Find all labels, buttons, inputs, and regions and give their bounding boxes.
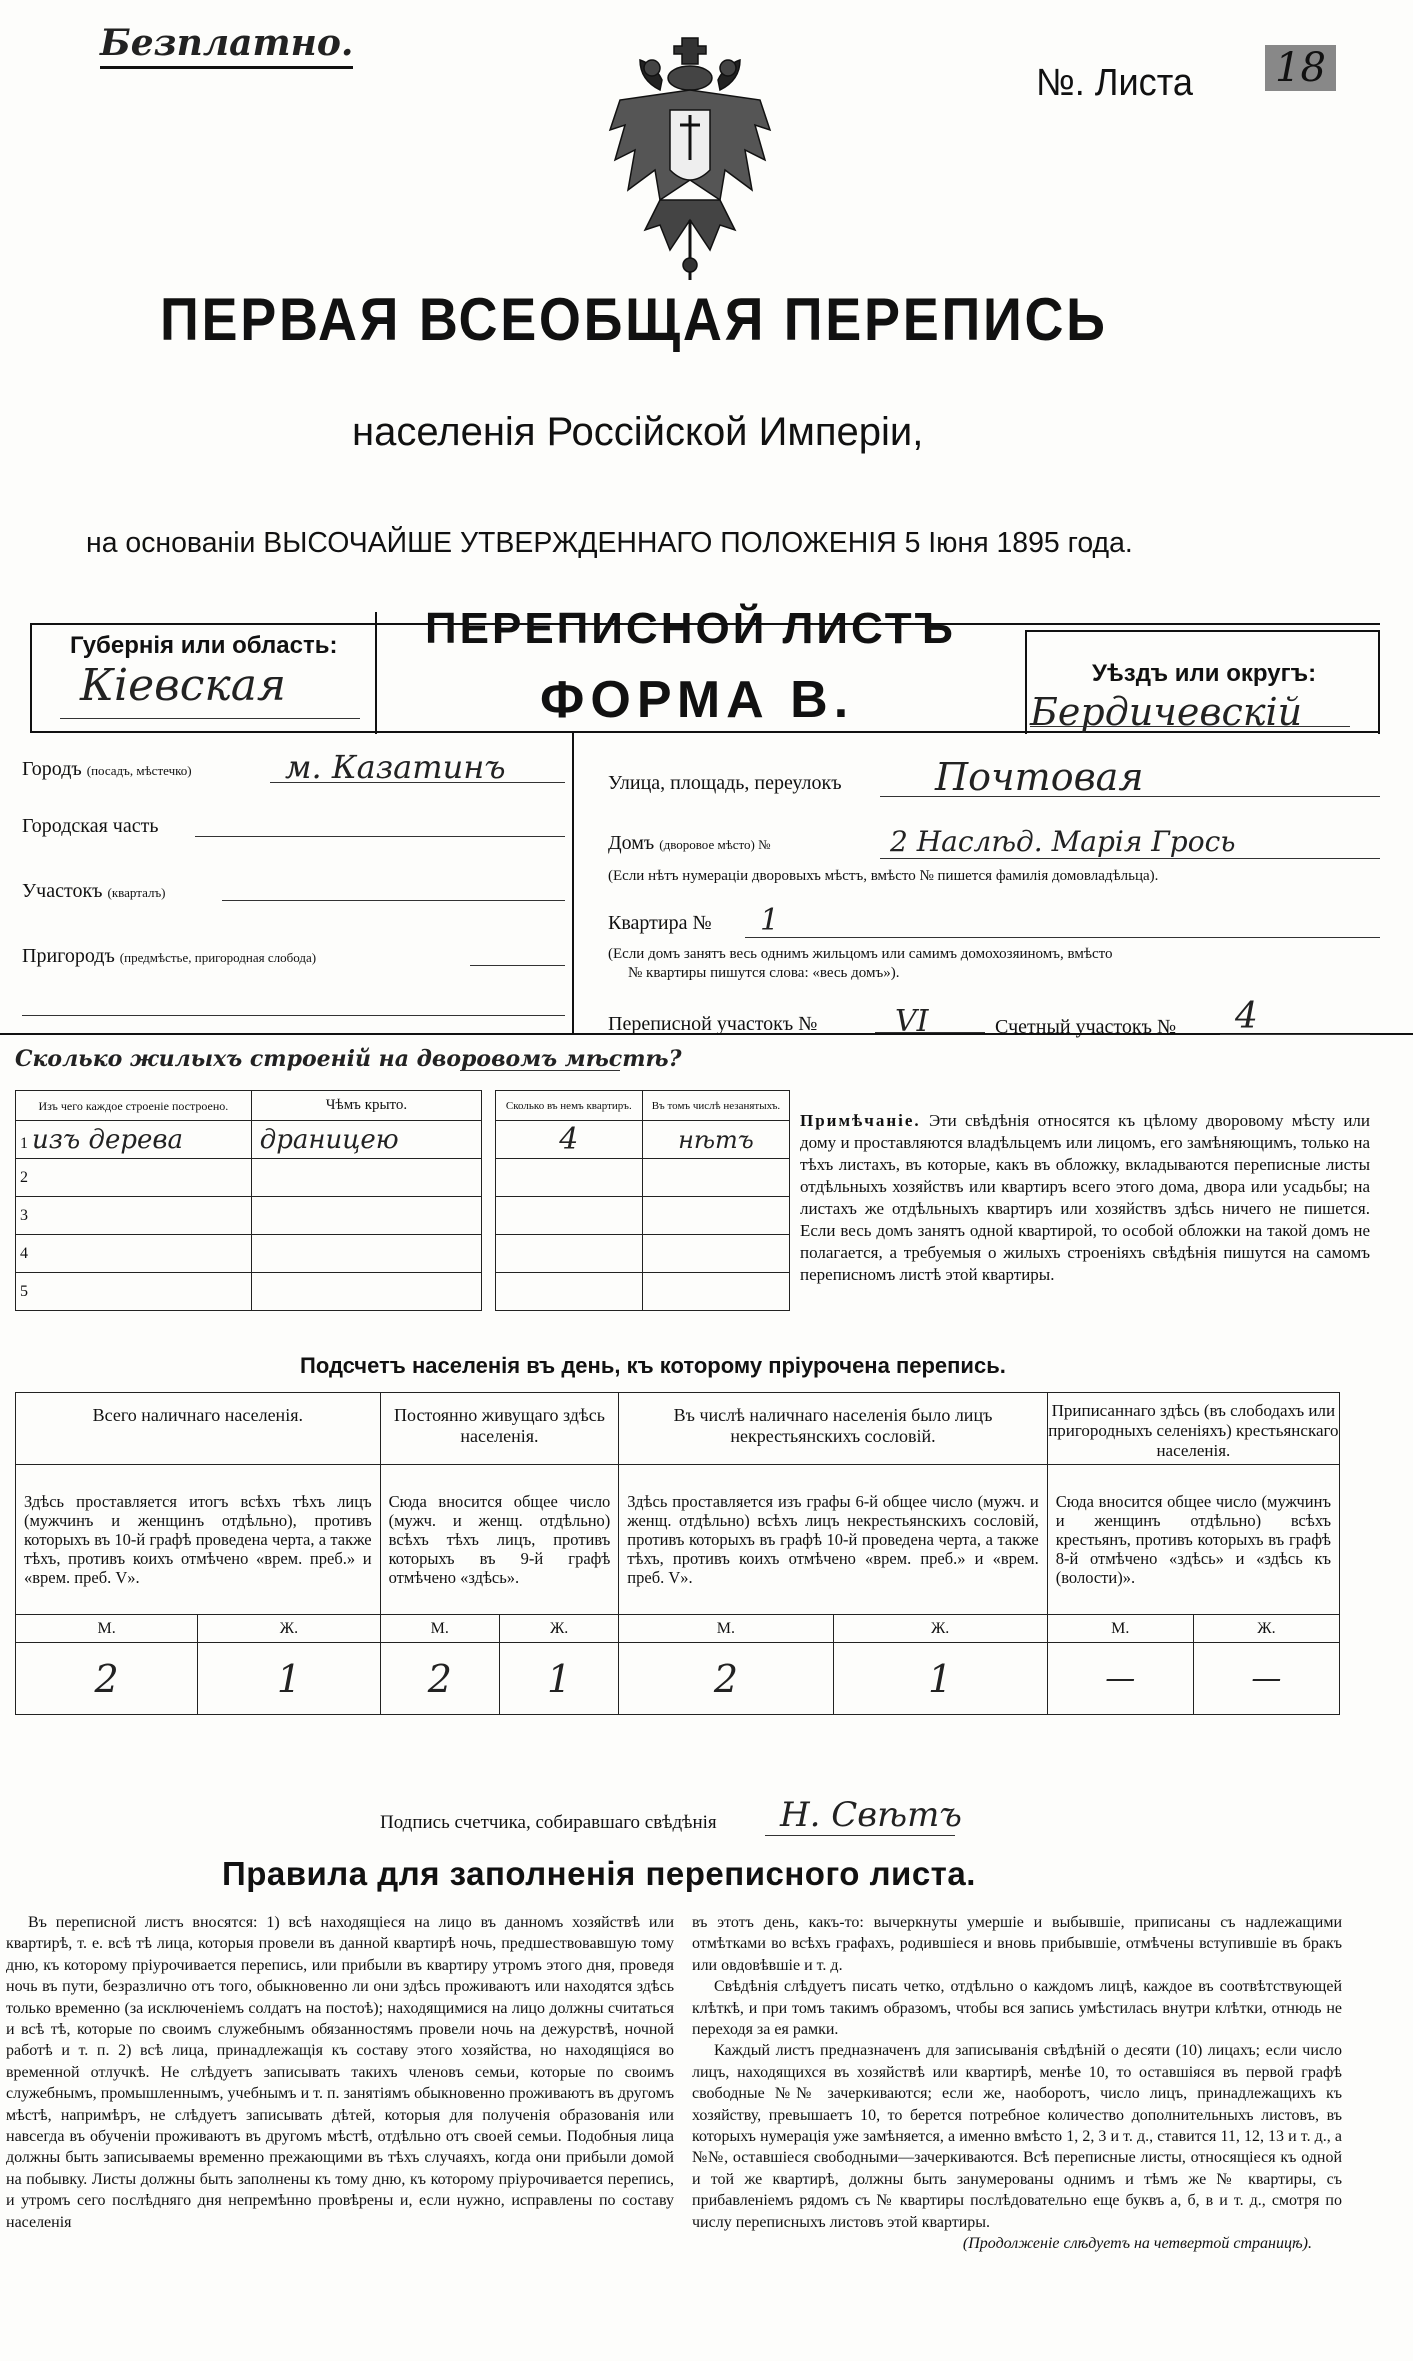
count-table (15, 1392, 1340, 1715)
rules-right-para-1: въ этотъ день, какъ-то: вычеркнуты умершіе и выбывшіе, приписаны съ надлежащими отмѣтками во всѣхъ графахъ, родившіеся и вновь прибывшіе, отмѣчены вступившіе въ бракъ или овдовѣвшіе и т. д. (692, 1914, 1342, 1974)
form-name: ПЕРЕПИСНОЙ ЛИСТЪ (425, 604, 956, 653)
rules-continued: (Продолженіе слѣдуетъ на четвертой страницѣ). (962, 2235, 1312, 2253)
house-value: 2 Наслѣд. Марія Грось (890, 825, 1236, 858)
census-area-value: VI (895, 1004, 929, 1039)
sheet-number-value: 18 (1265, 45, 1336, 91)
free-label: Безплатно. (100, 22, 353, 69)
group-peasant-title: Приписаннаго здѣсь (въ слободахъ или пригородныхъ селеніяхъ) крестьянскаго населенія. (1047, 1393, 1339, 1465)
table-row: 4 (16, 1235, 790, 1273)
gubernia-value: Кіевская (80, 660, 287, 711)
m-header: М. (16, 1615, 198, 1643)
table-row: 5 (16, 1273, 790, 1311)
m-header: М. (1047, 1615, 1193, 1643)
apartment-note-1: (Если домъ занятъ весь однимъ жильцомъ или самимъ домохозяиномъ, вмѣсто (608, 946, 1113, 962)
census-area-label: Переписной участокъ № (608, 1013, 818, 1035)
table-row: 1 изъ дерева драницею 4 нѣтъ (16, 1121, 790, 1159)
rules-left-column: Въ переписной листъ вносятся: 1) всѣ находящіеся на лицо въ данномъ хозяйствѣ или квартирѣ, т. е. всѣ тѣ лица, которыя провели въ данной квартирѣ ночь, предшествовавшую тому дню, къ которому пріурочивается перепись, или прибыли въ квартиру утромъ этого дня, проведя ночь въ пути, безразлично отъ того, обыкновенно ли они здѣсь проживаютъ или находятся здѣсь только временно (за исключеніемъ солдатъ на постоѣ); находящимися на лицо должны считаться и всѣ тѣ, которые по своимъ служебнымъ обязанностямъ провели ночь на дежурствѣ, ночной работѣ и т. п. 2) всѣ лица, принадлежащія къ составу этого хозяйства, но находящіяся во временной отлучкѣ. Не слѣдуетъ записывать такихъ членовъ семьи, которые по своимъ служебнымъ, промышленнымъ, учебнымъ и т. п. занятіямъ обыкновенно проживаютъ въ другомъ мѣстѣ, напримѣръ, не слѣдуетъ записывать дѣтей, которыя для полученія образованія или навсегда въ обученіи проживаютъ въ другомъ мѣстѣ, отдѣльно отъ своей семьи. Подобныя лица должны быть записываемы временно прежающими въ тѣхъ случаяхъ, когда они прибыли домой на побывку. Листы должны быть заполнены къ тому дню, къ которому пріурочивается перепись, и утромъ сего послѣдняго дня непремѣнно провѣрены и, если нужно, исправлены по составу населенія (6, 1914, 674, 2231)
house-label: Домъ (дворовое мѣсто) № (608, 832, 771, 854)
form-type: ФОРМА В. (540, 671, 855, 729)
house-note: (Если нѣтъ нумераціи дворовыхъ мѣстъ, вмѣсто № пишется фамилія домовладѣльца). (608, 868, 1159, 884)
apartment-note-2: № квартиры пишутся слова: «весь домъ»). (628, 965, 900, 981)
page-subtitle: населенія Россійской Имперіи, (352, 410, 924, 454)
f-header: Ж. (198, 1615, 380, 1643)
m-header: М. (619, 1615, 833, 1643)
uezd-value: Бердичевскій (1030, 690, 1303, 734)
buildings-table (15, 1090, 790, 1311)
group-permanent-title: Постоянно живущаго здѣсь населенія. (380, 1393, 619, 1465)
group-noncrestyan-title: Въ числѣ наличнаго населенія было лицъ некрестьянскихъ сословій. (619, 1393, 1047, 1465)
note-label: Примѣчаніе. (800, 1111, 921, 1130)
rules-right-para-3: Каждый листъ предназначенъ для записыванія свѣдѣній о десяти (10) лицахъ; если число лицъ, находящихся въ хозяйствѣ или квартирѣ, менѣе 10, то оставшіяся въ первой графѣ свободные №№ зачеркиваются; если же, наоборотъ, число лицъ, принадлежащихъ къ хозяйству, превышаетъ 10, то берется потребное количество дополнительныхъ листовъ, въ которыхъ нумерація уже замѣняется, а именно вмѣсто 1, 2, 3 и т. д., ставится 11, 12, 13 и т. д., а №№, оставшіеся свободными—зачеркиваются. Всѣ переписные листы, относящіеся къ одной и той же квартирѣ, должны быть занумерованы однимъ и тѣмъ же № квартиры, съ прибавленіемъ рядомъ съ № квартиры послѣдовательно еще буквъ а, б, в и т. д., смотря по числу переписныхъ листовъ этой квартиры. (692, 2042, 1342, 2231)
buildings-heading: Сколько жилыхъ строеній на дворовомъ мѣстѣ? (15, 1046, 682, 1072)
note-block (800, 1110, 1370, 1286)
col-material-header: Изъ чего каждое строеніе построено. (16, 1091, 252, 1121)
count-area-label: Счетный участокъ № (995, 1016, 1177, 1038)
legal-basis: на основаніи ВЫСОЧАЙШЕ УТВЕРЖДЕННАГО ПОЛОЖЕНІЯ 5 Іюня 1895 года. (86, 527, 1133, 559)
col-apts-header: Сколько въ немъ квартиръ. (495, 1091, 642, 1121)
rules-right-column (692, 1912, 1342, 2255)
noncrestyan-m-value: 2 (619, 1643, 833, 1715)
city-value: м. Казатинъ (285, 748, 506, 786)
permanent-m-value: 2 (380, 1643, 499, 1715)
peasant-m-value: — (1047, 1643, 1193, 1715)
suburb-label: Пригородъ (предмѣстье, пригородная слобода) (22, 945, 317, 967)
col-roof-header: Чѣмъ крыто. (251, 1091, 482, 1121)
city-label: Городъ (посадъ, мѣстечко) (22, 758, 192, 780)
rules-heading: Правила для заполненія переписного листа. (222, 1855, 976, 1892)
street-value: Почтовая (935, 755, 1144, 799)
group-noncrestyan-text: Здѣсь проставляется изъ графы 6-й общее число (мужч. и женщ. отдѣльно) всѣхъ лицъ некрестьянскихъ сословій, противъ которыхъ въ графѣ 10-й проведена черта, а также тѣхъ, противъ коихъ отмѣчено «врем. преб.» и «врем. преб. V». (619, 1465, 1047, 1615)
group-total-text: Здѣсь проставляется итогъ всѣхъ тѣхъ лицъ (мужчинъ и женщинъ отдѣльно), противъ которыхъ въ 10-й графѣ проведена черта, а также тѣхъ, противъ коихъ отмѣчено «врем. преб.» и «врем. преб. V». (16, 1465, 381, 1615)
col-empty-header: Въ томъ числѣ незанятыхъ. (642, 1091, 789, 1121)
coat-of-arms-icon (600, 30, 780, 290)
f-header: Ж. (833, 1615, 1047, 1643)
gubernia-label: Губернія или область: (70, 632, 338, 659)
rules-right-para-2: Свѣдѣнія слѣдуетъ писать четко, отдѣльно о каждомъ лицѣ, каждое въ соотвѣтствующей клѣткѣ, и при томъ такимъ образомъ, чтобы вся запись умѣстилась внутри клѣтки, отнюдь не переходя за ея рамки. (692, 1978, 1342, 2039)
count-heading: Подсчетъ населенія въ день, къ которому пріурочена перепись. (300, 1353, 1006, 1378)
uezd-label: Уѣздъ или округъ: (1092, 660, 1317, 687)
f-header: Ж. (499, 1615, 618, 1643)
apartment-label: Квартира № (608, 912, 712, 934)
signature-label: Подпись счетчика, собиравшаго свѣдѣнія (380, 1812, 717, 1833)
group-total-title: Всего наличнаго населенія. (16, 1393, 381, 1465)
total-m-value: 2 (16, 1643, 198, 1715)
note-text: Эти свѣдѣнія относятся къ цѣлому дворовому мѣсту или дому и проставляются владѣльцемъ или лицомъ, его замѣняющимъ, только на тѣхъ листахъ, въ которые, какъ въ обложку, вкладываются переписные листы отдѣльныхъ хозяйствъ или квартиръ всего этого дома, двора или усадьбы; на листахъ же отдѣльныхъ квартиръ или хозяйствъ здѣсь ничего не пишется. Если весь домъ занятъ одной квартирой, то особой обложки на такой домъ не полагается, а требуемыя о жилыхъ строеніяхъ свѣдѣнія пишутся на самомъ переписномъ листѣ этой квартиры. (800, 1111, 1370, 1284)
city-part-label: Городская часть (22, 815, 159, 837)
m-header: М. (380, 1615, 499, 1643)
total-f-value: 1 (198, 1643, 380, 1715)
table-row: 2 (16, 1159, 790, 1197)
count-area-value: 4 (1235, 996, 1258, 1037)
signature-value: Н. Свѣтъ (780, 1795, 962, 1835)
sheet-number-label: №. Листа (1036, 62, 1193, 104)
page-title: ПЕРВАЯ ВСЕОБЩАЯ ПЕРЕПИСЬ (160, 286, 1108, 353)
table-row: 3 (16, 1197, 790, 1235)
district-label: Участокъ (кварталъ) (22, 880, 166, 902)
street-label: Улица, площадь, переулокъ (608, 772, 842, 794)
f-header: Ж. (1193, 1615, 1339, 1643)
noncrestyan-f-value: 1 (833, 1643, 1047, 1715)
group-permanent-text: Сюда вносится общее число (мужч. и женщ. отдѣльно) всѣхъ тѣхъ лицъ, противъ которыхъ въ 9-й графѣ отмѣчено «здѣсь». (380, 1465, 619, 1615)
group-peasant-text: Сюда вносится общее число (мужчинъ и женщинъ отдѣльно) всѣхъ крестьянъ, противъ которыхъ въ графѣ 8-й отмѣчено «здѣсь» и «здѣсь къ (волости)». (1047, 1465, 1339, 1615)
apartment-value: 1 (760, 903, 780, 938)
permanent-f-value: 1 (499, 1643, 618, 1715)
peasant-f-value: — (1193, 1643, 1339, 1715)
